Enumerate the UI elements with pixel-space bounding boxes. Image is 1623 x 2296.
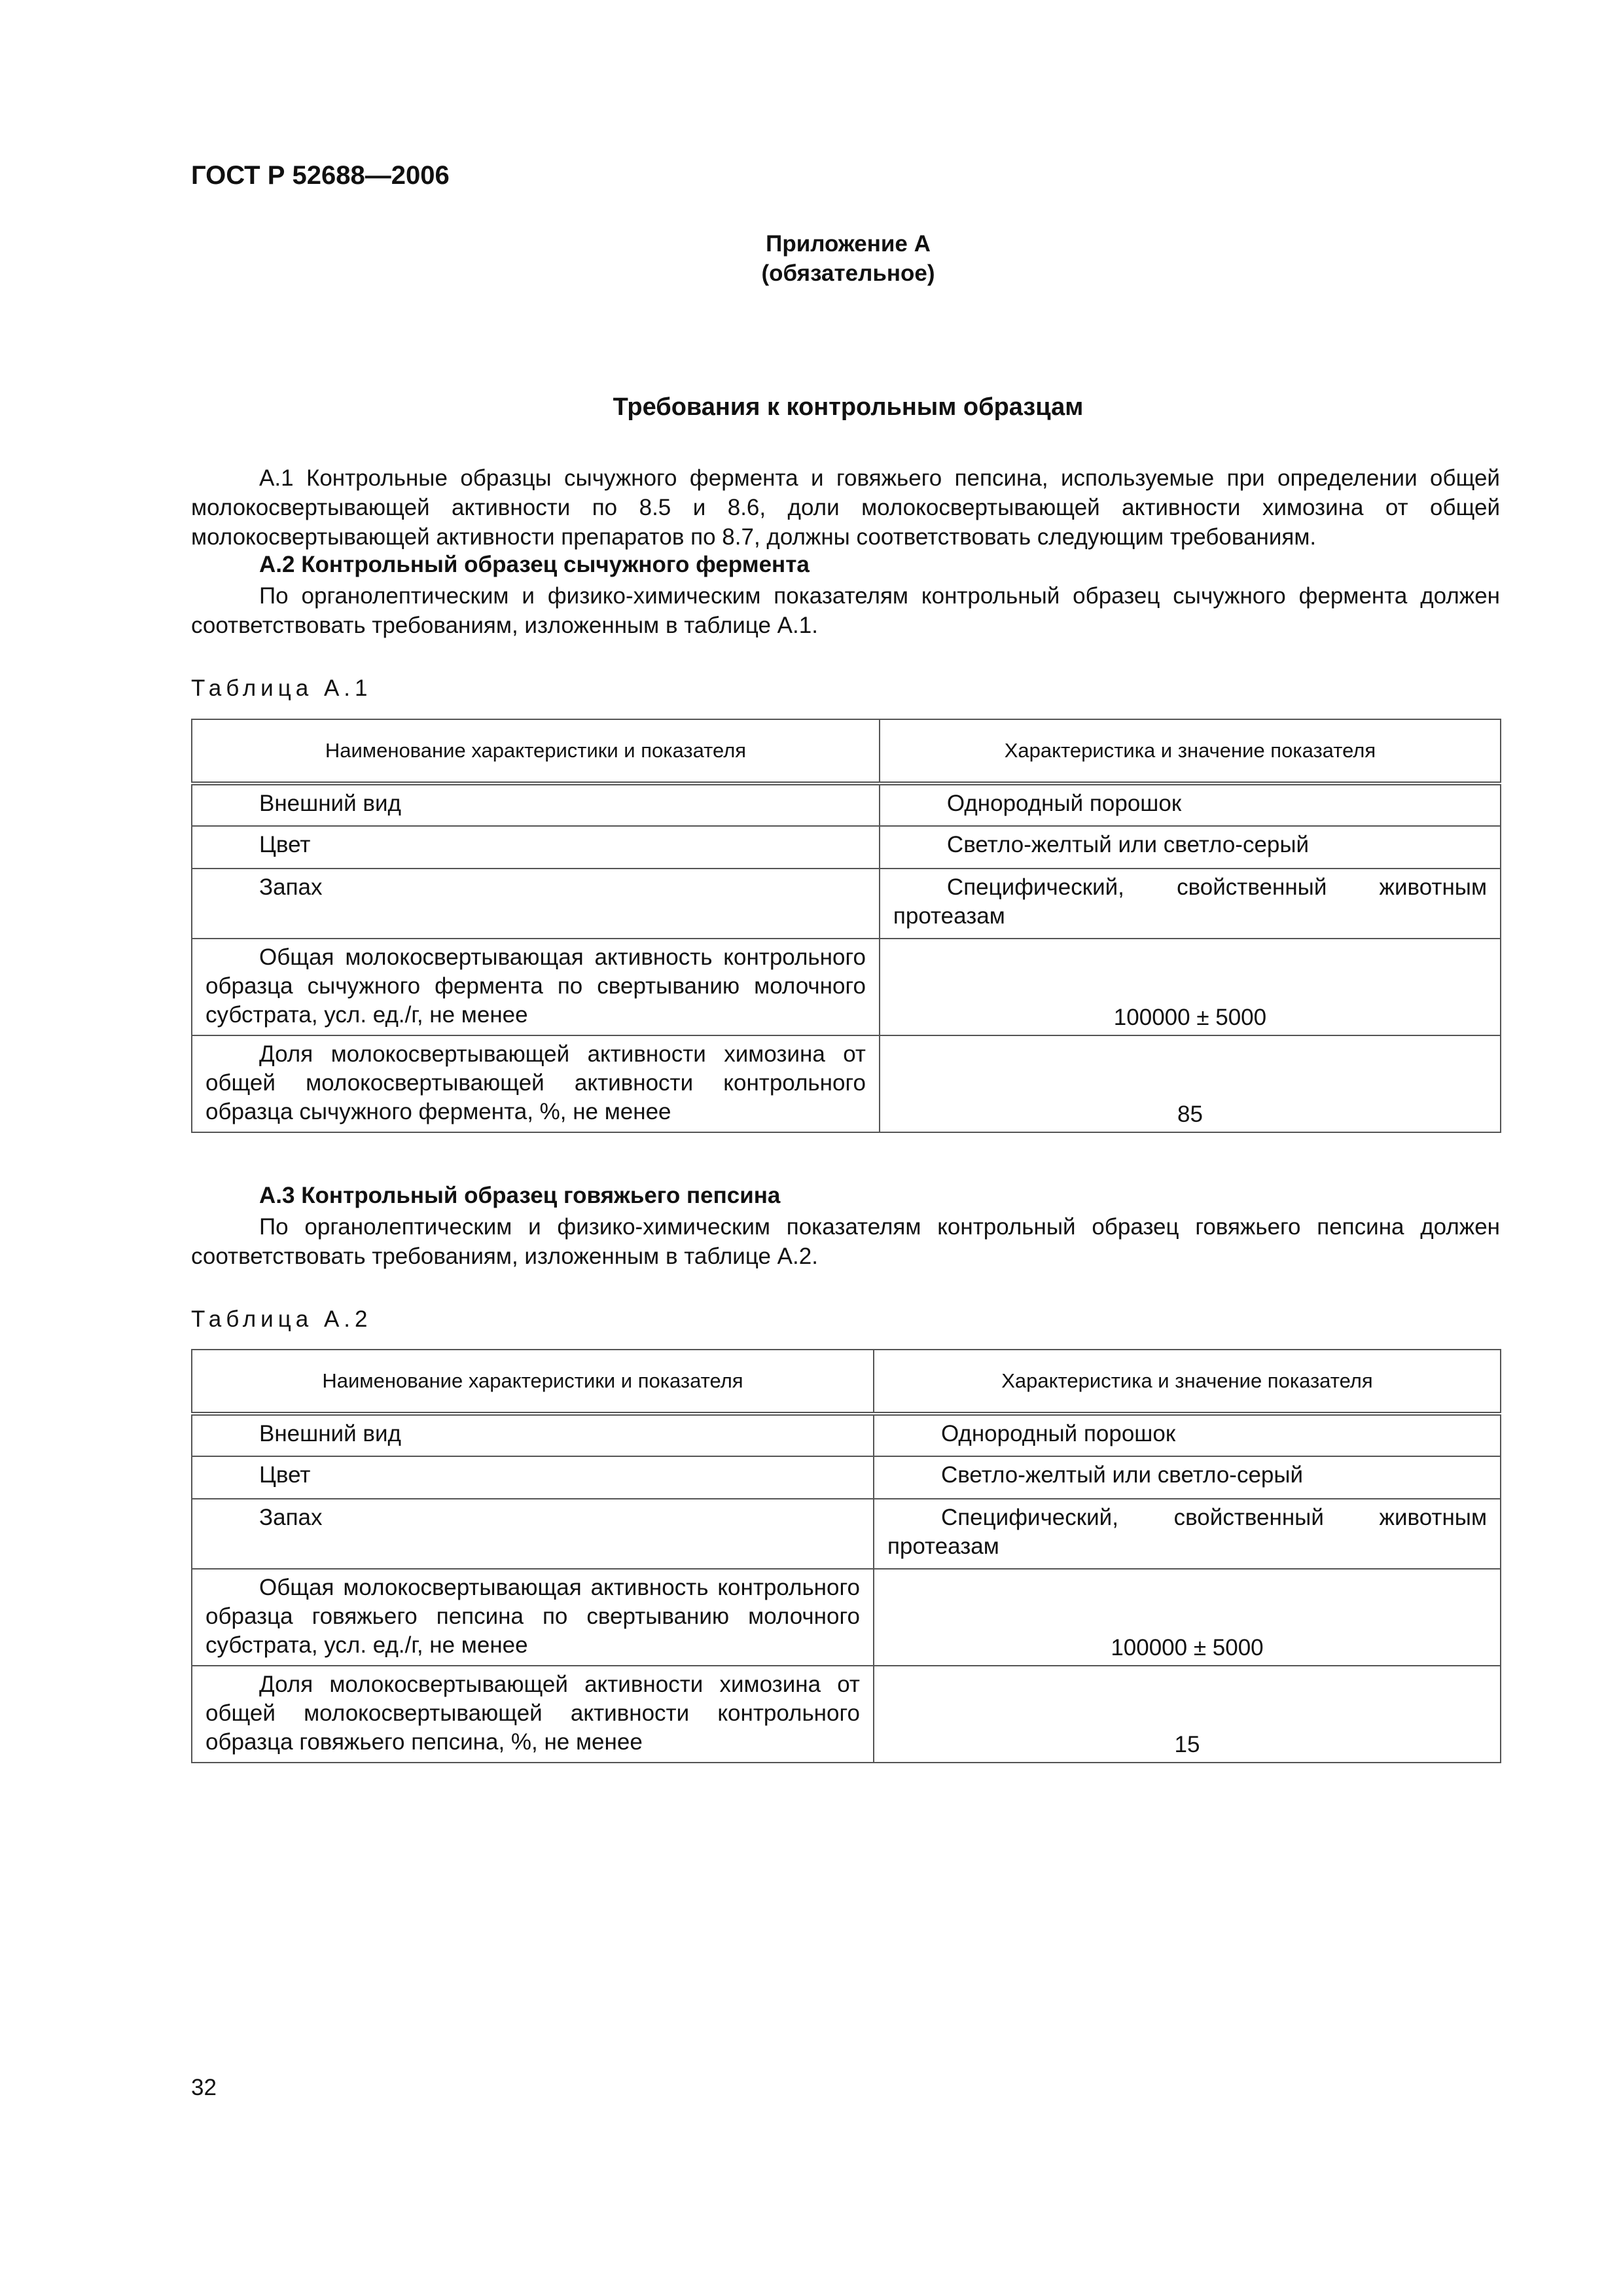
annex-title: Приложение А	[766, 231, 931, 257]
table-cell-value: Однородный порошок	[880, 783, 1501, 826]
table-cell-name: Запах	[192, 869, 880, 939]
table-header-cell: Наименование характеристики и показателя	[192, 1350, 874, 1414]
table-cell-name: Доля молокосвертывающей активности химозина от общей молокосвертывающей активности контрольного образца говяжьего пепсина, %, не менее	[192, 1666, 874, 1763]
table-cell-name: Внешний вид	[192, 1414, 874, 1456]
paragraph-a3-text: По органолептическим и физико-химическим показателям контрольный образец говяжьего пепсина должен соответствовать требованиям, изложенным в таблице А.2.	[191, 1214, 1500, 1269]
heading-a2: А.2 Контрольный образец сычужного фермента	[259, 552, 810, 577]
table-row	[192, 939, 1501, 1035]
table1-caption: Таблица А.1	[191, 675, 372, 701]
table-cell-value: 100000 ± 5000	[880, 939, 1501, 1035]
table-cell-name: Общая молокосвертывающая активность контрольного образца говяжьего пепсина по свертыванию молочного субстрата, усл. ед./г, не менее	[192, 1569, 874, 1666]
table-cell-value: Специфический, свойственный животным протеазам	[874, 1499, 1501, 1569]
table-cell-name: Цвет	[192, 826, 880, 869]
section-title: Требования к контрольным образцам	[613, 393, 1084, 421]
table-header-row	[192, 1350, 1501, 1414]
paragraph-a1-text: А.1 Контрольные образцы сычужного фермента и говяжьего пепсина, используемые при определении общей молокосвертывающей активности по 8.5 и 8.6, доли молокосвертывающей активности химозина от общей молокосвертывающей активности препаратов по 8.7, должны соответствовать следующим требованиям.	[191, 465, 1500, 550]
table-cell-value: 100000 ± 5000	[874, 1569, 1501, 1666]
table-header-cell: Наименование характеристики и показателя	[192, 719, 880, 783]
table-cell-value: Светло-желтый или светло-серый	[874, 1456, 1501, 1499]
document-code: ГОСТ Р 52688—2006	[191, 161, 450, 190]
table-row	[192, 1035, 1501, 1132]
table-cell-value: 15	[874, 1666, 1501, 1763]
table-header-row	[192, 719, 1501, 783]
table-row	[192, 826, 1501, 869]
paragraph-a3	[191, 1212, 1500, 1271]
table-cell-name: Общая молокосвертывающая активность контрольного образца сычужного фермента по свертыванию молочного субстрата, усл. ед./г, не менее	[192, 939, 880, 1035]
table-header-cell: Характеристика и значение показателя	[874, 1350, 1501, 1414]
heading-a3: А.3 Контрольный образец говяжьего пепсина	[259, 1183, 781, 1208]
table-cell-value: 85	[880, 1035, 1501, 1132]
table-cell-value: Светло-желтый или светло-серый	[880, 826, 1501, 869]
paragraph-a2	[191, 581, 1500, 640]
table-row	[192, 1499, 1501, 1569]
page-number: 32	[191, 2075, 217, 2100]
table-a2	[191, 1349, 1501, 1763]
paragraph-a1	[191, 463, 1500, 552]
table-row	[192, 1569, 1501, 1666]
table2-caption: Таблица А.2	[191, 1306, 372, 1332]
table-row	[192, 1456, 1501, 1499]
table-cell-name: Доля молокосвертывающей активности химозина от общей молокосвертывающей активности контрольного образца сычужного фермента, %, не менее	[192, 1035, 880, 1132]
table-cell-value: Однородный порошок	[874, 1414, 1501, 1456]
paragraph-a2-text: По органолептическим и физико-химическим показателям контрольный образец сычужного фермента должен соответствовать требованиям, изложенным в таблице А.1.	[191, 583, 1500, 638]
table-cell-name: Запах	[192, 1499, 874, 1569]
table-row	[192, 1666, 1501, 1763]
table-cell-value: Специфический, свойственный животным протеазам	[880, 869, 1501, 939]
table-cell-name: Цвет	[192, 1456, 874, 1499]
table-a1	[191, 719, 1501, 1133]
table-row	[192, 783, 1501, 826]
annex-type: (обязательное)	[761, 260, 935, 286]
table-cell-name: Внешний вид	[192, 783, 880, 826]
table-header-cell: Характеристика и значение показателя	[880, 719, 1501, 783]
table-row	[192, 869, 1501, 939]
table-row	[192, 1414, 1501, 1456]
